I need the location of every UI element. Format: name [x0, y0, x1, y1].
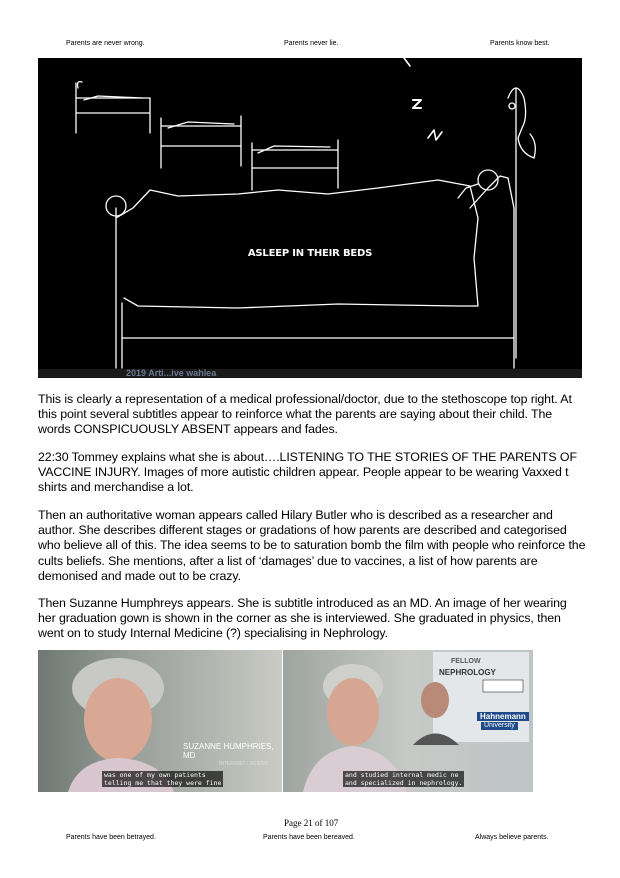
subtitle-block-1 [102, 771, 223, 787]
video-still-humphries-interview [38, 650, 282, 792]
paragraph-tommey: 22:30 Tommey explains what she is about….LISTENING TO THE STORIES OF THE PARENTS OF VACCINE INJURY. Images of more autistic children appear. People appear to be wearing Vaxxed t shirts and merchandise a lot. [38, 450, 577, 495]
badge-fellow: FELLOW [451, 658, 481, 665]
page-number: Page 21 of 107 [284, 818, 339, 828]
paragraph-stethoscope: This is clearly a representation of a medical professional/doctor, due to the stethoscope top right. At this point several subtitles appear to reinforce what the parents are saying about their child. The words CONSPICUOUSLY ABSENT appears and fades. [38, 392, 572, 437]
video-still-asleep [38, 58, 582, 378]
footer-left: Parents have been betrayed. [66, 834, 156, 841]
subtitle-block-2 [343, 771, 464, 787]
ticker-text: 2019 Arti...ive wahlea [126, 368, 217, 378]
badge-school-sub: University [481, 722, 518, 730]
subtitle-line: and studied internal medic ne [345, 771, 459, 779]
video-still-humphries-graduation [283, 650, 533, 792]
name-plate-role: INTERNIST / SCIENT [219, 761, 268, 767]
header-center: Parents never lie. [284, 40, 339, 47]
subtitle-line: telling me that they were fine [104, 779, 222, 787]
video-caption: ASLEEP IN THEIR BEDS [247, 248, 373, 259]
footer-center: Parents have been bereaved. [263, 834, 355, 841]
badge-nephrology: NEPHROLOGY [439, 668, 496, 677]
footer-right: Always believe parents. [475, 834, 549, 841]
paragraph-hilary-butler: Then an authoritative woman appears called Hilary Butler who is described as a researcher and author. She describes different stages or gradations of how parents are described and categorised who believe all of this. The idea seems to be to saturation bomb the film with people who reinforce the cults beliefs. She mentions, after a list of ‘damages’ due to vaccines, a list of how parents are demonised and made out to be crazy. [38, 508, 586, 583]
paragraph-suzanne-humphreys: Then Suzanne Humphreys appears. She is subtitle introduced as an MD. An image of her wearing her graduation gown is shown in the corner as she is interviewed. She graduated in physics, then went on to study Internal Medicine (?) specialising in Nephrology. [38, 596, 567, 641]
header-right: Parents know best. [490, 40, 550, 47]
badge-school: Hahnemann [477, 712, 529, 721]
header-left: Parents are never wrong. [66, 40, 145, 47]
ticker-bar [38, 369, 582, 378]
name-plate-name: SUZANNE HUMPHRIES, MD [183, 742, 274, 760]
bed-drawing [38, 58, 582, 378]
name-plate [183, 742, 282, 769]
subtitle-line: was one of my own patients [104, 771, 206, 779]
subtitle-line: and specialized in nephrology. [345, 779, 463, 787]
